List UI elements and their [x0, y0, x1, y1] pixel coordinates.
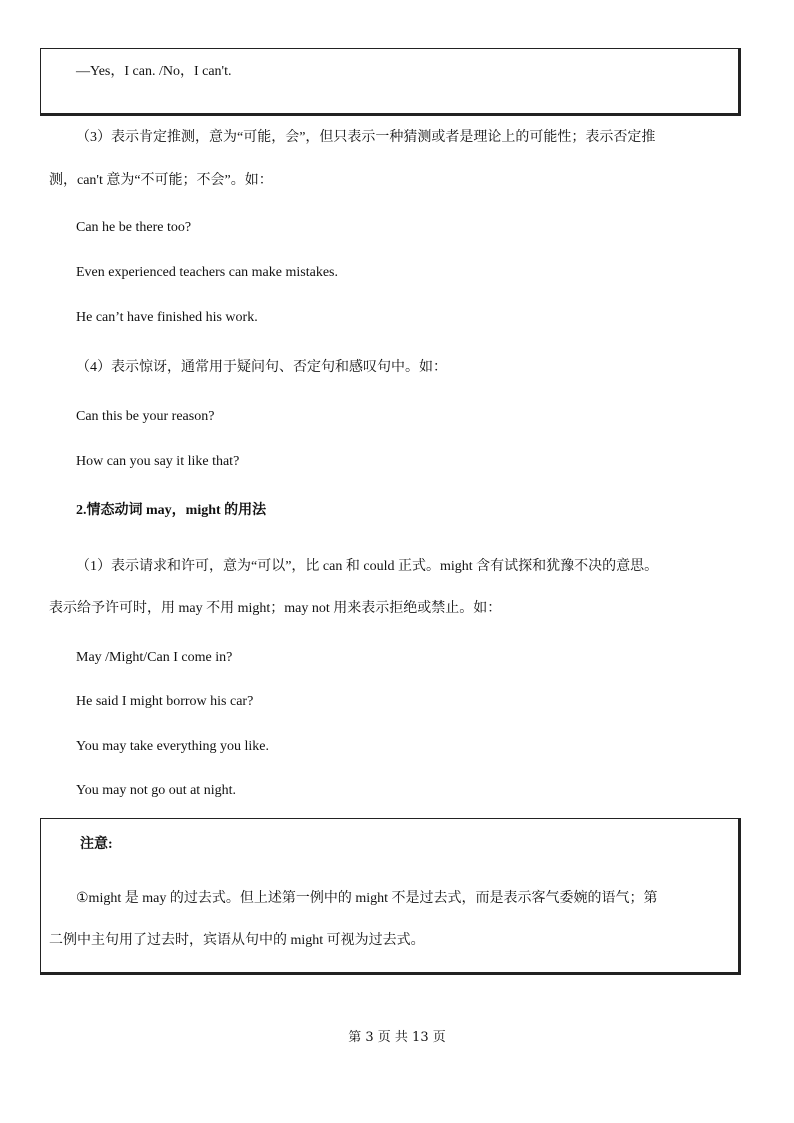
page-footer: 第 3 页 共 13 页 [348, 1030, 446, 1045]
paragraph-3-line-2: 测，can't 意为“不可能；不会”。如： [49, 173, 273, 188]
example-sentence: You may take everything you like. [76, 739, 269, 754]
example-box [40, 48, 741, 116]
example-sentence: He said I might borrow his car? [76, 694, 254, 709]
example-sentence: How can you say it like that? [76, 454, 240, 469]
paragraph-3-line-1: （3）表示肯定推测，意为“可能，会”，但只表示一种猜测或者是理论上的可能性；表示否定推 [76, 130, 656, 145]
note-title: 注意: [80, 837, 113, 852]
example-sentence: Can this be your reason? [76, 409, 215, 424]
example-sentence: He can’t have finished his work. [76, 310, 258, 325]
paragraph-5-line-2: 表示给予许可时，用 may 不用 might；may not 用来表示拒绝或禁止。如： [49, 601, 502, 616]
example-sentence: Can he be there too? [76, 220, 192, 235]
box-example-text: —Yes，I can. /No，I can't. [76, 64, 232, 79]
example-sentence: You may not go out at night. [76, 783, 236, 798]
paragraph-5-line-1: （1）表示请求和许可，意为“可以”，比 can 和 could 正式。might 含有试探和犹豫不决的意思。 [76, 559, 659, 574]
paragraph-4-line-1: （4）表示惊讶，通常用于疑问句、否定句和感叹句中。如： [76, 360, 447, 375]
example-sentence: May /Might/Can I come in? [76, 650, 233, 665]
note-line-1: ①might 是 may 的过去式。但上述第一例中的 might 不是过去式，而是表示客气委婉的语气；第 [76, 891, 658, 906]
example-sentence: Even experienced teachers can make mistakes. [76, 265, 338, 280]
section-heading: 2.情态动词 may，might 的用法 [76, 503, 267, 518]
note-line-2: 二例中主句用了过去时，宾语从句中的 might 可视为过去式。 [49, 933, 425, 948]
